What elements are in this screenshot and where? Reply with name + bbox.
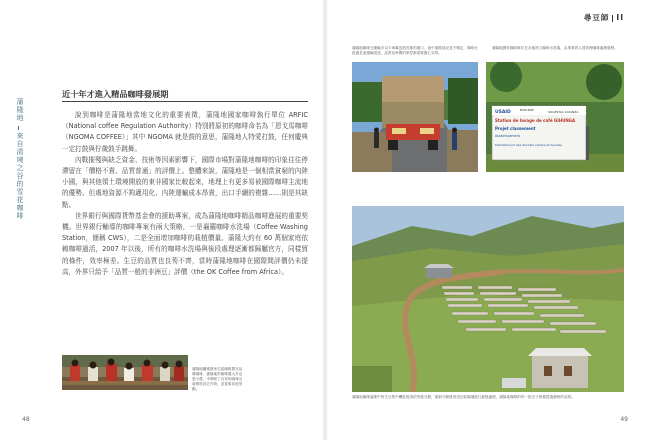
body-paragraph: 說到咖啡是蒲隆地當地文化的重要表徵，蒲隆地國家咖啡執行單位 ARFIC（National coffee Regulation Authority）特別將原初的咖啡命名為「恩戈馬咖啡（NGOMA COFFEE）」其中 NGOMA 就是鼓的意思，蒲隆地人特愛打鼓，任何慶典一定打鼓與佇歲鼓手跳舞。 — [62, 111, 308, 153]
sign-defraitement: Défraitement des déchets solides et liquides — [495, 143, 562, 147]
body-text — [62, 110, 308, 278]
caption-bottom-right: 蒲隆地咖啡處理中的生豆集中曬乾後再依等級分類，重新分類後再送往乾燥場進行最後處理，蒲隆地咖啡的每一批豆子都要經過嚴格的品管。 — [352, 395, 575, 399]
page-number-right: 49 — [620, 416, 628, 423]
sign-country: BURUNDI — [520, 108, 534, 112]
sign-projet: Projet classement — [495, 126, 536, 131]
side-title-divider — [18, 126, 19, 130]
page-number-left: 48 — [22, 416, 30, 423]
photo-coffee-farmers — [62, 355, 188, 390]
chapter-side-title: 蒲隆地 — [16, 98, 24, 122]
body-paragraph: 內戰摧殘與缺乏資金、技術等因素影響下，國際市場對蒲隆地咖啡的印象往往停滯留在「價格不貴、品質普通」的評價上。整體來說，蒲隆地是一個相當貧窮的內陸小國，與其他領土環境開放的東非國家比較起來，地理上有更多易被國際咖啡主流地的優勢。但處地資源不夠適用化、內陸運輸成本昂貴，出口手續的複雜……則是其缺點。 — [62, 155, 308, 209]
sign-usaid: USAID — [495, 110, 511, 115]
chapter-side-subtitle: 來自清境之谷的雪花咖啡 — [16, 132, 24, 220]
section-heading: 近十年才進入精品咖啡發展期 — [62, 89, 169, 99]
photo-washing-station-sign — [486, 62, 624, 172]
header-volume: II — [616, 13, 624, 22]
caption-top-left: 蒲隆地咖啡豆運輸多以卡車載送到首都的港口，途中道路狀況並不穩定，咖啡豆經過長途運輸抵達，品質及時間的掌控都需要費心安排。 — [352, 46, 478, 55]
body-paragraph: 世界銀行與國際貨幣基金會的援助專案，成為蒲隆地咖啡精品咖啡進展的重要契機。世界銀行輔導的咖啡專案有兩大策略，一是襄羅咖啡水洗場（Coffee Washing Station，簡稱 CWS），二是全面增加咖啡的栽植價量。蒲隆大約有 60 萬個家庭依賴咖啡過活，2007 年以後，所有的咖啡水洗場與後段處理逐漸都歸屬官方，同樣貿的條件，效率極差。生豆的品質也良莠不齊，當時蒲隆地咖啡在國際間評價仍未提高，外界只給予「品質一般的非洲豆」評價（the OK Coffee from Africa）。 — [62, 211, 308, 276]
sign-sogestal: SOGESTAL KAYANZA — [548, 110, 579, 114]
caption-top-right: 蒲隆地國家咖啡單位在各地設立咖啡水洗場，由專業的人員管理咖啡處理過程。 — [492, 46, 618, 50]
running-header — [584, 12, 624, 23]
header-divider — [612, 15, 613, 22]
book-gutter — [322, 0, 328, 440]
sign-assainissement: Assainissement — [495, 134, 520, 138]
caption-bottom-left: 蒲隆地蘭雅斯里名氣咖啡農在品嚐咖啡，蒲隆地的咖啡農大多也是小農，平時除了自家的咖啡也會照料其它作物，並從事其他勞動。 — [192, 367, 243, 391]
photo-drying-beds-hillside — [352, 206, 624, 392]
photo-coffee-truck — [352, 62, 478, 172]
header-title: 尋豆師 — [583, 13, 610, 22]
section-heading-rule — [62, 101, 308, 102]
sign-station: Station de lavage de café GIHUNGA — [495, 118, 576, 123]
